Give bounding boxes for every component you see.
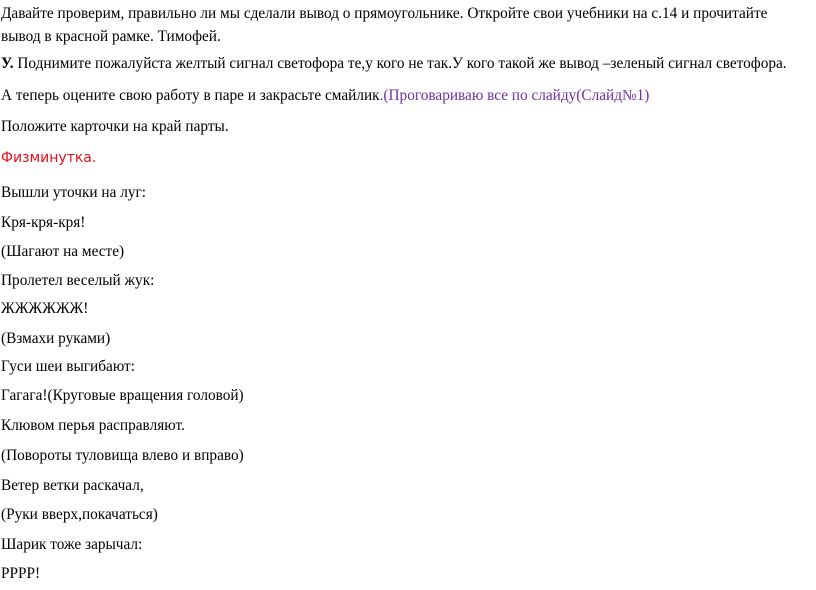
poem-line: Гагага!(Круговые вращения головой) (1, 387, 244, 404)
paragraph-intro: Давайте проверим, правильно ли мы сделали вывод о прямоугольнике. Откройте свои учебники на с.14 и прочитайте вывод в красной рамке. Тимофей. (1, 5, 768, 45)
poem-line: (Руки вверх,покачаться) (1, 506, 158, 523)
paragraph-self-assessment (1, 86, 649, 105)
poem-line: (Повороты туловища влево и вправо) (1, 447, 244, 464)
poem-line: (Шагают на месте) (1, 243, 125, 260)
instruction-text: Поднимите пожалуйста желтый сигнал светофора те,у кого не так.У кого такой же вывод –зеленый сигнал светофора. (13, 55, 787, 72)
poem-line: Ветер ветки раскачал, (1, 477, 144, 494)
assessment-text: А теперь оцените свою работу в паре и закрасьте смайлик (1, 87, 380, 104)
poem-line: ЖЖЖЖЖЖ! (1, 300, 89, 317)
poem-line: Гуси шеи выгибают: (1, 358, 135, 375)
speaker-label: У. (1, 55, 14, 72)
poem-line: Шарик тоже зарычал: (1, 536, 143, 553)
paragraph-teacher-instruction (1, 54, 787, 73)
poem-line: Кря-кря-кря! (1, 214, 86, 231)
paragraph-cards: Положите карточки на край парты. (1, 118, 229, 135)
slide-note: .(Проговариваю все по слайду(Слайд№1) (379, 87, 650, 104)
poem-line: Пролетел веселый жук: (1, 272, 155, 289)
poem-line: Клювом перья расправляют. (1, 417, 185, 434)
heading-fizminutka: Физминутка. (1, 150, 97, 166)
poem-line: (Взмахи руками) (1, 330, 111, 347)
poem-line: РРРР! (1, 565, 41, 582)
poem-line: Вышли уточки на луг: (1, 184, 147, 201)
